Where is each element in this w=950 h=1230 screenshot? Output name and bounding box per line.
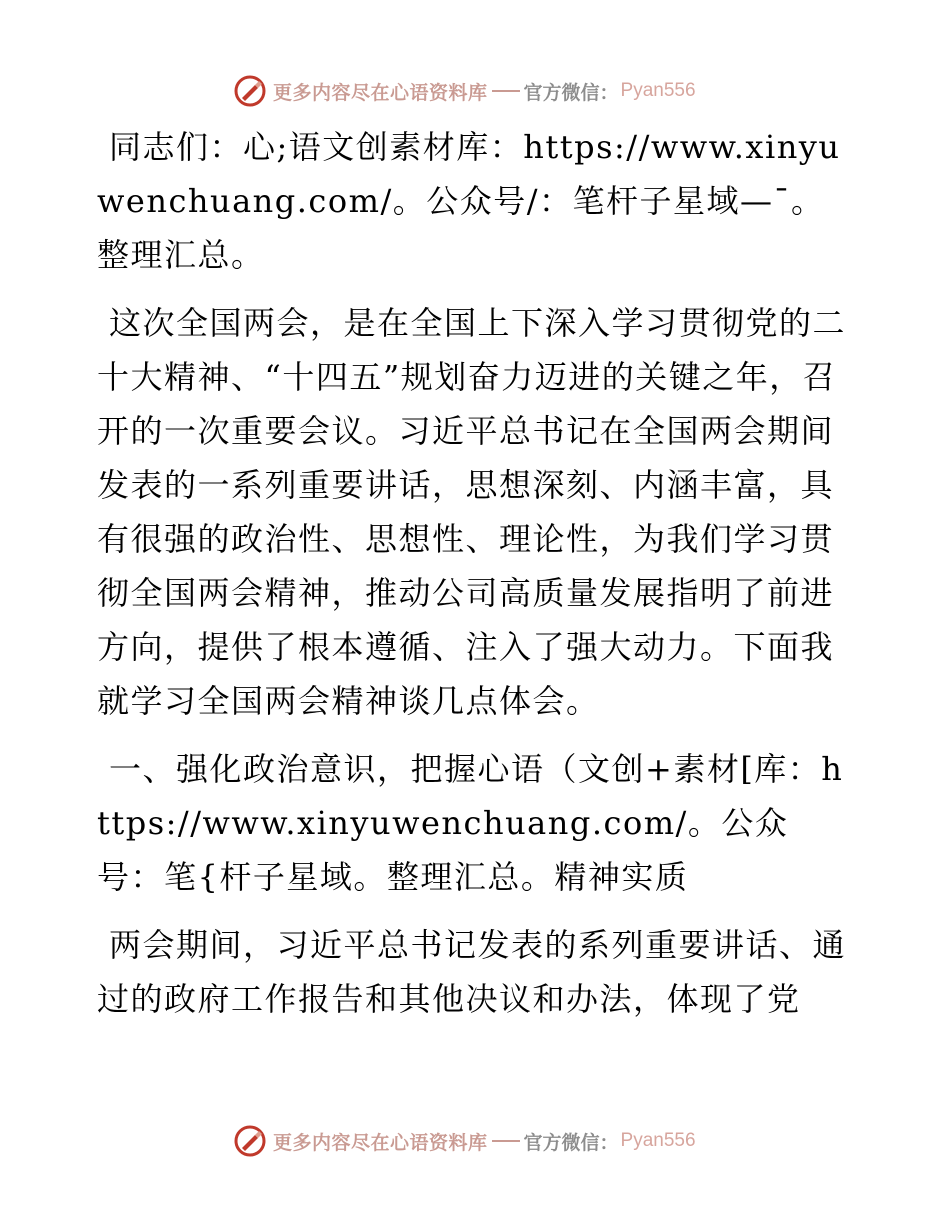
pen-logo-icon — [233, 74, 267, 108]
header-watermark — [233, 74, 696, 108]
paragraph-body: 两会期间，习近平总书记发表的系列重要讲话、通过的政府工作报告和其他决议和办法，体现了党 — [97, 926, 847, 1018]
watermark-wechat-label: 官方微信： — [523, 1131, 619, 1154]
watermark-site-text: 更多内容尽在心语资料库 — [273, 81, 488, 104]
paragraph-section-heading: 一、强化政治意识，把握心语（文创+素材[库：https://www.xinyuwenchuang.com/。公众号：笔{杆子星域。整理汇总。精神实质 — [97, 750, 844, 896]
paragraph-greeting: 同志们：心;语文创素材库：https://www.xinyuwenchuang.com/。公众号/：笔杆子星域—¯。整理汇总。 — [97, 128, 841, 274]
watermark-site-text: 更多内容尽在心语资料库 — [273, 1131, 488, 1154]
watermark-wechat-id: Pyan556 — [620, 1130, 696, 1151]
document-body — [97, 120, 853, 1040]
watermark-divider — [492, 90, 520, 92]
pen-logo-icon — [233, 1124, 267, 1158]
paragraph-intro: 这次全国两会，是在全国上下深入学习贯彻党的二十大精神、“十四五”规划奋力迈进的关键之年，召开的一次重要会议。习近平总书记在全国两会期间发表的一系列重要讲话，思想深刻、内涵丰富，具有很强的政治性、思想性、理论性，为我们学习贯彻全国两会精神，推动公司高质量发展指明了前进方向，提供了根本遵循、注入了强大动力。下面我就学习全国两会精神谈几点体会。 — [97, 304, 847, 720]
footer-watermark — [233, 1124, 696, 1158]
watermark-divider — [492, 1140, 520, 1142]
watermark-wechat-id: Pyan556 — [620, 80, 696, 101]
watermark-wechat-label: 官方微信： — [523, 81, 619, 104]
